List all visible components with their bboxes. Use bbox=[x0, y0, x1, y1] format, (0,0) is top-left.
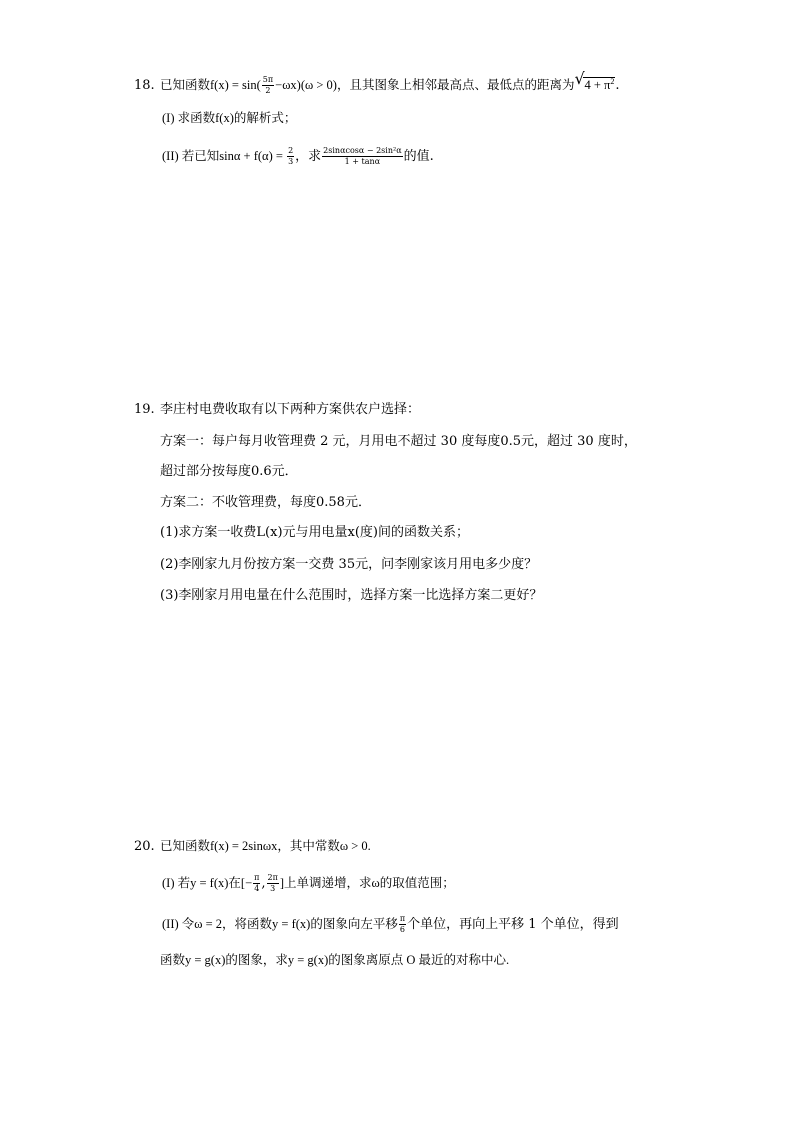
numerator: π bbox=[399, 914, 406, 923]
numerator: π bbox=[254, 873, 260, 882]
plan-1-line-2: 超过部分按每度0.6元． bbox=[160, 464, 298, 479]
problem-20-stem bbox=[134, 836, 371, 857]
problem-20-part-2 bbox=[162, 914, 619, 935]
numerator: 2π bbox=[267, 873, 278, 882]
denominator: 2 bbox=[265, 86, 271, 96]
part-text: ]上单调递增，求ω的取值范围； bbox=[279, 876, 455, 890]
plan-1-line-1: 方案一：每户每月收管理费 2 元，月用电不超过 30 度每度0.5元，超过 30 度时， bbox=[160, 434, 637, 449]
stem-text: 已知函数f(x) = sin( bbox=[160, 78, 261, 93]
fraction bbox=[267, 874, 279, 893]
problem-20-part-2-cont: 函数y = g(x)的图象，求y = g(x)的图象离原点 O 最近的对称中心. bbox=[160, 953, 510, 967]
problem-number: 18. bbox=[134, 78, 155, 94]
denominator: 1 + tanα bbox=[344, 157, 381, 166]
problem-18-stem bbox=[134, 69, 620, 96]
separator: , bbox=[261, 876, 266, 891]
fraction bbox=[287, 147, 294, 166]
denominator: 3 bbox=[288, 157, 294, 166]
denominator: 3 bbox=[270, 884, 276, 893]
denominator: 6 bbox=[399, 925, 406, 934]
fraction bbox=[322, 147, 402, 166]
fraction bbox=[262, 76, 274, 95]
part-text: 个单位，再向上平移 1 个单位，得到 bbox=[407, 917, 619, 932]
numerator: 2sinαcosα − 2sin²α bbox=[323, 146, 402, 155]
fraction bbox=[253, 874, 260, 893]
problem-number: 20. bbox=[134, 839, 155, 854]
problem-18-part-2 bbox=[162, 146, 434, 167]
problem-19-part-2: (2)李刚家九月份按方案一交费 35元，问李刚家该月用电多少度？ bbox=[160, 557, 538, 572]
plan-2: 方案二：不收管理费，每度0.58元． bbox=[160, 495, 371, 510]
part-text: ，求 bbox=[295, 149, 322, 164]
denominator: 4 bbox=[254, 884, 260, 893]
radicand: 4 + π bbox=[584, 78, 611, 93]
stem-text: 李庄村电费收取有以下两种方案供农户选择： bbox=[160, 402, 421, 417]
fraction bbox=[399, 915, 406, 934]
exponent: 2 bbox=[610, 77, 615, 86]
problem-19-stem bbox=[134, 400, 420, 420]
numerator: 5π bbox=[262, 75, 274, 85]
problem-19-part-3: (3)李刚家月用电量在什么范围时，选择方案一比选择方案二更好？ bbox=[160, 588, 543, 603]
part-text: (II) 令ω = 2，将函数y = f(x)的图象向左平移 bbox=[162, 917, 398, 931]
radical-sign-icon: √ bbox=[574, 69, 585, 88]
problem-19-part-1: (1)求方案一收费L(x)元与用电量x(度)间的函数关系； bbox=[160, 525, 469, 540]
problem-20-part-1 bbox=[162, 873, 455, 894]
stem-end: . bbox=[615, 78, 620, 94]
stem-text: −ωx)(ω > 0)，且其图象上相邻最高点、最低点的距离为 bbox=[275, 78, 575, 93]
part-text: (I) 若y = f(x)在[− bbox=[162, 876, 253, 890]
problem-18-part-1: (I) 求函数f(x)的解析式； bbox=[162, 111, 297, 125]
numerator: 2 bbox=[288, 146, 294, 155]
square-root bbox=[574, 69, 615, 96]
stem-text: 已知函数f(x) = 2sinωx，其中常数ω > 0. bbox=[160, 839, 371, 853]
part-text: (II) 若已知sinα + f(α) = bbox=[162, 149, 287, 163]
problem-number: 19. bbox=[134, 402, 155, 417]
part-text: 的值. bbox=[403, 149, 434, 164]
